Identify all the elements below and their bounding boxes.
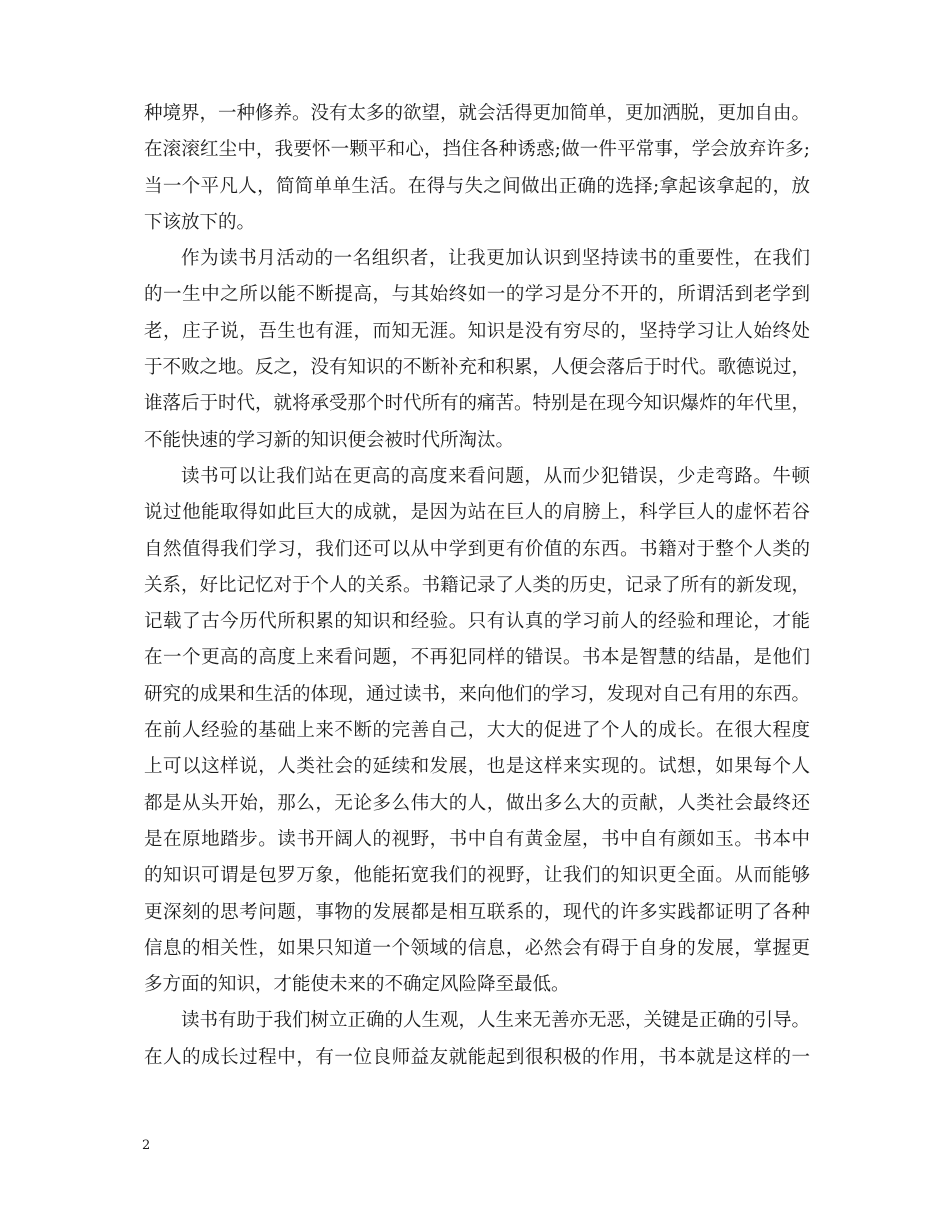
text-line: 的知识可谓是包罗万象，他能拓宽我们的视野，让我们的知识更全面。从而能够 [144, 865, 810, 887]
text-line: 种境界，一种修养。没有太多的欲望，就会活得更加简单，更加洒脱，更加自由。 [144, 103, 810, 124]
text-line: 是在原地踏步。读书开阔人的视野，书中自有黄金屋，书中自有颜如玉。书本中 [144, 828, 810, 850]
text-line: 于不败之地。反之，没有知识的不断补充和积累，人便会落后于时代。歌德说过， [144, 357, 810, 379]
text-line: 关系，好比记忆对于个人的关系。书籍记录了人类的历史，记录了所有的新发现， [144, 574, 810, 596]
text-line: 都是从头开始，那么，无论多么伟大的人，做出多么大的贡献，人类社会最终还 [144, 792, 810, 814]
text-line: 信息的相关性，如果只知道一个领域的信息，必然会有碍于自身的发展，掌握更 [144, 937, 810, 959]
paragraph-first-line: 读书有助于我们树立正确的人生观，人生来无善亦无恶，关键是正确的引导。 [181, 1010, 810, 1032]
text-line: 下该放下的。 [144, 211, 256, 233]
paragraph-first-line: 作为读书月活动的一名组织者，让我更加认识到坚持读书的重要性，在我们 [181, 248, 810, 270]
text-line: 研究的成果和生活的体现，通过读书，来向他们的学习，发现对自己有用的东西。 [144, 683, 810, 705]
text-line: 当一个平凡人，简简单单生活。在得与失之间做出正确的选择;拿起该拿起的，放 [144, 175, 810, 197]
text-line: 老，庄子说，吾生也有涯，而知无涯。知识是没有穷尽的，坚持学习让人始终处 [144, 320, 810, 342]
text-line: 多方面的知识，才能使未来的不确定风险降至最低。 [144, 974, 570, 996]
text-line: 在前人经验的基础上来不断的完善自己，大大的促进了个人的成长。在很大程度 [144, 720, 810, 742]
text-line: 的一生中之所以能不断提高，与其始终如一的学习是分不开的，所谓活到老学到 [144, 284, 810, 306]
text-line: 在滚滚红尘中，我要怀一颗平和心，挡住各种诱惑;做一件平常事，学会放弃许多; [144, 139, 810, 161]
document-body [144, 96, 810, 1076]
text-line: 自然值得我们学习，我们还可以从中学到更有价值的东西。书籍对于整个人类的 [144, 538, 810, 560]
text-line: 更深刻的思考问题，事物的发展都是相互联系的，现代的许多实践都证明了各种 [144, 901, 810, 923]
text-line: 不能快速的学习新的知识便会被时代所淘汰。 [144, 429, 515, 451]
text-line: 在人的成长过程中，有一位良师益友就能起到很积极的作用，书本就是这样的一 [144, 1046, 810, 1068]
paragraph-first-line: 读书可以让我们站在更高的高度来看问题，从而少犯错误，少走弯路。牛顿 [181, 465, 810, 487]
text-line: 谁落后于时代，就将承受那个时代所有的痛苦。特别是在现今知识爆炸的年代里， [144, 393, 810, 415]
text-line: 在一个更高的高度上来看问题，不再犯同样的错误。书本是智慧的结晶，是他们 [144, 647, 810, 669]
text-line: 上可以这样说，人类社会的延续和发展，也是这样来实现的。试想，如果每个人 [144, 756, 810, 778]
text-line: 说过他能取得如此巨大的成就，是因为站在巨人的肩膀上，科学巨人的虚怀若谷 [144, 502, 810, 524]
text-line: 记载了古今历代所积累的知识和经验。只有认真的学习前人的经验和理论，才能 [144, 611, 810, 633]
page-number: 2 [142, 1138, 151, 1153]
